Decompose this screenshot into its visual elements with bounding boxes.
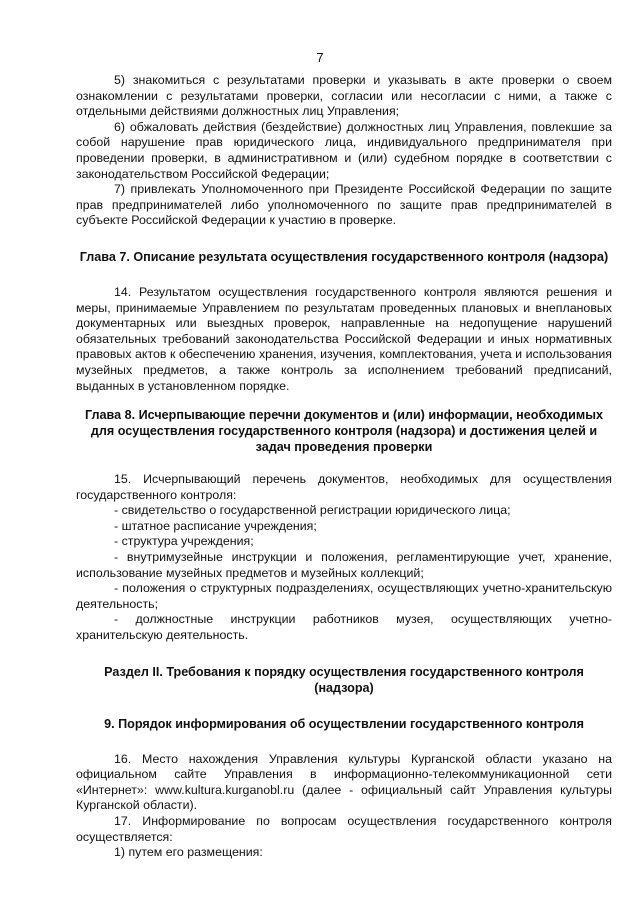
paragraph: - свидетельство о государственной регистрации юридического лица;	[114, 503, 511, 518]
paragraph: 14. Результатом осуществления государственного контроля являются решения и меры, принимаемые Управлением по результатам проведенных плановых и внеплановых документарных или выездных проверок, направленные на недопущение нарушений обязательных требований законодательства Российской Федерации и иных нормативных правовых актов к обеспечению хранения, изучения, комплектования, учета и использования музейных предметов, а также контроль за исполнением требований предписаний, выданных в установленном порядке.	[76, 284, 612, 393]
paragraph: 5) знакомиться с результатами проверки и указывать в акте проверки о своем ознакомлении с результатами проверки, согласии или несогласии с ними, а также с отдельными действиями должностных лиц Управления;	[76, 73, 612, 119]
document-body	[76, 73, 612, 861]
paragraph: 1) путем его размещения:	[114, 845, 263, 860]
section-heading: Глава 8. Исчерпывающие перечни документов и (или) информации, необходимых для осуществления государственного контроля (надзора) и достижения целей и задач проведения проверки	[85, 408, 603, 455]
paragraph: 16. Место нахождения Управления культуры Курганской области указано на официальном сайте Управления в информационно-телекоммуникационной сети «Интернет»: www.kultura.kurganobl.ru (далее - официальный сайт Управления культуры Курганской области).	[76, 751, 612, 813]
spacer	[76, 394, 612, 407]
section-heading: 9. Порядок информирования об осуществлении государственного контроля	[104, 716, 584, 731]
section-heading: Раздел II. Требования к порядку осуществления государственного контроля (надзора)	[104, 664, 584, 695]
spacer	[76, 732, 612, 752]
paragraph: 6) обжаловать действия (бездействие) должностных лиц Управления, повлекшие за собой нарушение прав юридического лица, индивидуального предпринимателя при проведении проверки, в административном и (или) судебном порядке в соответствии с законодательством Российской Федерации;	[76, 119, 612, 181]
spacer	[76, 265, 612, 285]
spacer	[76, 696, 612, 716]
spacer	[76, 644, 612, 664]
paragraph: - должностные инструкции работников музея, осуществляющих учетно-хранительскую деятельность.	[76, 612, 612, 643]
page-number: 7	[316, 50, 324, 65]
paragraph: - внутримузейные инструкции и положения, регламентирующие учет, хранение, использование музейных предметов и музейных коллекций;	[76, 550, 612, 580]
section-heading: Глава 7. Описание результата осуществления государственного контроля (надзора)	[79, 249, 609, 264]
paragraph: 15. Исчерпывающий перечень документов, необходимых для осуществления государственного контроля:	[76, 472, 612, 502]
spacer	[76, 455, 612, 472]
paragraph: - положения о структурных подразделениях, осуществляющих учетно-хранительскую деятельность;	[76, 581, 612, 611]
paragraph: 17. Информирование по вопросам осуществления государственного контроля осуществляется:	[76, 814, 612, 844]
paragraph: - структура учреждения;	[114, 534, 254, 549]
paragraph: 7) привлекать Уполномоченного при Президенте Российской Федерации по защите прав предпринимателей либо уполномоченного по защите прав предпринимателей в субъекте Российской Федерации к участию в проверке.	[76, 182, 612, 228]
spacer	[76, 229, 612, 249]
paragraph: - штатное расписание учреждения;	[114, 518, 317, 533]
